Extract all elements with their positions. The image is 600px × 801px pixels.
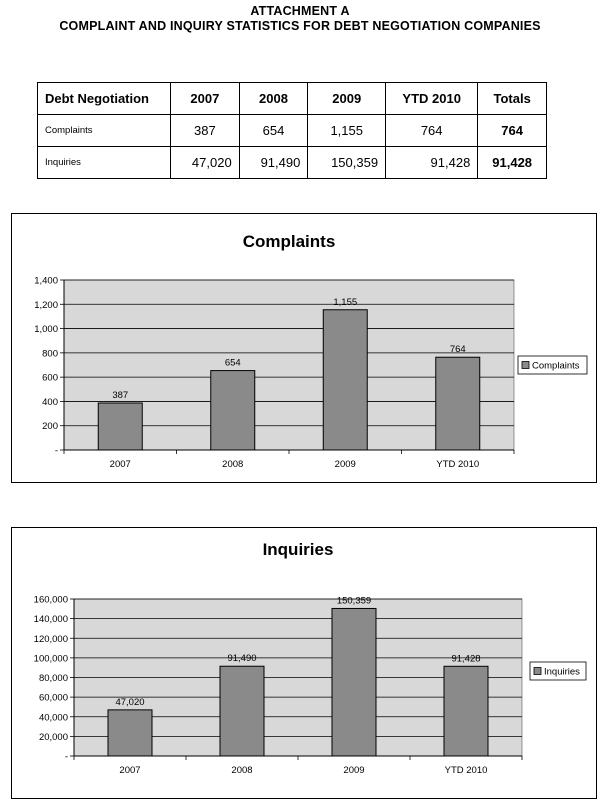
y-tick-label: 200 xyxy=(42,421,58,433)
y-tick-label: 20,000 xyxy=(38,731,68,743)
x-tick-label: 2009 xyxy=(343,765,365,776)
bar xyxy=(211,371,255,450)
table-row xyxy=(38,115,547,147)
data-label: 91,428 xyxy=(451,653,481,665)
column-header: YTD 2010 xyxy=(386,83,478,115)
bar xyxy=(332,608,376,756)
x-tick-label: 2008 xyxy=(231,765,253,776)
legend-label: Inquiries xyxy=(544,666,580,678)
column-header: Totals xyxy=(478,83,547,115)
data-label: 387 xyxy=(112,390,129,402)
x-tick-label: 2009 xyxy=(334,459,356,470)
y-tick-label: 1,400 xyxy=(34,275,58,287)
data-label: 150,359 xyxy=(336,595,372,607)
x-tick-label: 2007 xyxy=(109,459,131,470)
inquiries-chart-svg xyxy=(12,528,596,798)
row-label: Inquiries xyxy=(38,147,171,179)
y-tick-label: 800 xyxy=(42,348,58,360)
table-cell: 654 xyxy=(239,115,308,147)
bar xyxy=(108,710,152,756)
chart-title: Complaints xyxy=(242,232,336,251)
table-cell: 387 xyxy=(171,115,240,147)
x-tick-label: YTD 2010 xyxy=(436,459,480,470)
data-label: 764 xyxy=(449,344,466,356)
y-tick-label: 100,000 xyxy=(33,653,68,665)
y-tick-label: 160,000 xyxy=(33,594,68,606)
table-cell: 764 xyxy=(386,115,478,147)
y-tick-label: 600 xyxy=(42,372,58,384)
y-tick-label: 1,200 xyxy=(34,299,58,311)
table-cell: 1,155 xyxy=(308,115,386,147)
total-cell: 764 xyxy=(478,115,547,147)
bar xyxy=(220,666,264,756)
table-header-row xyxy=(38,83,547,115)
table-cell: 47,020 xyxy=(171,147,240,179)
complaints-chart-svg xyxy=(12,214,596,482)
x-tick-label: YTD 2010 xyxy=(444,765,488,776)
total-cell: 91,428 xyxy=(478,147,547,179)
table-cell: 150,359 xyxy=(308,147,386,179)
y-tick-label: 140,000 xyxy=(33,614,68,626)
y-tick-label: 40,000 xyxy=(38,712,68,724)
bar xyxy=(444,666,488,756)
legend-swatch xyxy=(522,362,529,369)
y-tick-label: - xyxy=(64,751,68,763)
data-label: 47,020 xyxy=(115,696,145,708)
bar xyxy=(98,403,142,450)
bar xyxy=(436,357,480,450)
y-tick-label: 60,000 xyxy=(38,692,68,704)
statistics-table xyxy=(37,82,547,179)
column-header: 2007 xyxy=(171,83,240,115)
table-row xyxy=(38,147,547,179)
data-label: 1,155 xyxy=(333,296,358,308)
x-tick-label: 2008 xyxy=(222,459,244,470)
table-cell: 91,428 xyxy=(386,147,478,179)
y-tick-label: 120,000 xyxy=(33,633,68,645)
row-label: Complaints xyxy=(38,115,171,147)
column-header: 2008 xyxy=(239,83,308,115)
data-label: 654 xyxy=(224,357,241,369)
complaints-chart xyxy=(11,213,597,483)
column-header: Debt Negotiation xyxy=(38,83,171,115)
table-cell: 91,490 xyxy=(239,147,308,179)
inquiries-chart xyxy=(11,527,597,799)
data-label: 91,490 xyxy=(227,653,257,665)
y-tick-label: 1,000 xyxy=(34,324,58,336)
column-header: 2009 xyxy=(308,83,386,115)
bar xyxy=(323,310,367,450)
x-tick-label: 2007 xyxy=(119,765,141,776)
y-tick-label: 80,000 xyxy=(38,673,68,684)
attachment-heading: ATTACHMENT A xyxy=(250,4,350,18)
document-title: COMPLAINT AND INQUIRY STATISTICS FOR DEBT NEGOTIATION COMPANIES xyxy=(59,19,541,33)
y-tick-label: - xyxy=(54,445,58,457)
chart-title: Inquiries xyxy=(262,540,334,559)
legend-swatch xyxy=(534,668,541,675)
y-tick-label: 400 xyxy=(42,396,58,408)
legend-label: Complaints xyxy=(532,360,580,372)
